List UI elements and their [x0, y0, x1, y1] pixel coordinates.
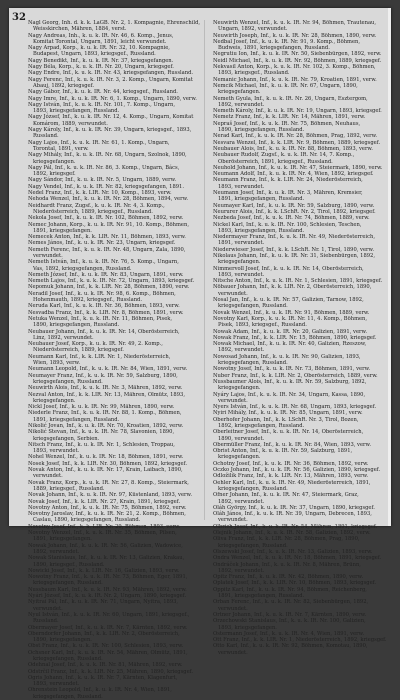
- entry-continuation: kriegsgefangen.: [218, 259, 261, 266]
- entry-line: Orzechowski Stanislaus, Inf., k. u. k. IR. Nr. 100, Galizien,: [213, 618, 366, 625]
- list-entry: [208, 39, 388, 52]
- entry-continuation: 1892, kriegsgefangen, Russland.: [218, 423, 305, 429]
- entry-line: Neubauer Josef, Korp., k. u. k. IR. Nr. 49, 2. Komp.,: [28, 341, 163, 348]
- entry-continuation: 1891, verwundet.: [218, 240, 265, 247]
- entry-line: Novak Wenzel, Inf., k. u. k. IR. Nr. 91, Böhmen, 1889, verw.: [213, 309, 370, 316]
- list-entry: [23, 675, 203, 688]
- entry-line: Obermayer Josef, Inf., k. u. k. IR. Nr. 7, Kärnten, 1892, verw.: [28, 624, 188, 631]
- entry-line: Nagy Mihály, Inf., k. u. k. IR. Nr. 68, Ungarn, Szolnok, 1890,: [28, 152, 187, 159]
- entry-line: Nagy Lajos, Inf., k. u. k. IR. Nr. 61, 1. Komp., Ungarn,: [28, 139, 170, 146]
- list-entry: [23, 354, 203, 367]
- list-entry: [208, 64, 388, 77]
- list-entry: [23, 574, 203, 587]
- entry-line: Novotny Karl, Korp., k. u. k. IR. Nr. 11, 4. Komp., Böhmen,: [213, 315, 368, 322]
- list-entry: [23, 247, 203, 260]
- entry-continuation: 1893, verwundet.: [33, 681, 80, 688]
- entry-line: Ochotny Josef, Inf., k. u. k. IR. Nr. 36, Böhmen, 1892, verw.: [213, 460, 369, 467]
- entry-line: Nowak Stanislaus, Inf., k. u. k. IR. Nr. 13, Galizien, Krakau,: [28, 555, 185, 562]
- list-entry: [208, 266, 388, 279]
- entry-line: Ostermann Josef, Inf., k. u. k. IR. Nr. 4, Wien, 1891, verw.: [213, 630, 365, 637]
- list-entry: [23, 341, 203, 354]
- entry-line: Nyitrai Pál, Inf., k. u. k. IR. Nr. 71, Ungarn, Nyitra, 1893,: [28, 599, 179, 606]
- entry-line: Oberleitner Josef, Inf., k. u. k. IR. Nr. 14, Oberösterreich,: [213, 429, 364, 436]
- entry-line: Neuwirth Joseph, Inf., k. u. k. IR. Nr. 28, Böhmen, 1890, verw.: [213, 32, 377, 39]
- entry-continuation: verwundet.: [33, 473, 63, 480]
- entry-continuation: 1892, verwundet.: [218, 498, 265, 505]
- entry-line: Oberhofer Johann, Inf., k. k. LSchR. Nr. 3, Tirol, Bozen,: [213, 416, 359, 423]
- entry-line: Nedel Franz, Inf., k. k. LIR. Nr. 10, Komp., 1893, verw.: [28, 190, 172, 197]
- entry-continuation: 1893, kriegsgefangen, Russland.: [33, 108, 120, 115]
- entry-line: Oppitz Karl, Inf., k. u. k. IR. Nr. 94, Böhmen, Reichenberg,: [213, 586, 367, 593]
- entry-line: Novotny Jaroslav, Inf., k. u. k. IR. Nr. 21, 2. Komp., Böhmen,: [28, 511, 186, 518]
- document-page: [9, 8, 391, 700]
- entry-continuation: 1893, verwundet.: [218, 271, 265, 278]
- list-entry: [23, 329, 203, 342]
- entry-line: Niedermayer Franz, Inf., k. u. k. IR. Nr. 49, Niederösterreich,: [213, 234, 375, 241]
- list-entry: [23, 480, 203, 493]
- list-entry: [208, 20, 388, 33]
- entry-line: Neumann Josef, Inf., k. u. k. IR. Nr. 3, Mähren, Kremsier,: [213, 190, 363, 197]
- entry-line: Obst Franz, Inf., k. u. k. IR. Nr. 100, Schlesien, 1893, verw.: [28, 643, 184, 650]
- entry-line: Obrist Anton, Inf., k. u. k. IR. Nr. 59, Salzburg, 1891,: [213, 448, 353, 455]
- entry-line: Nagy Ferenc, Inf., k. u. k. IR. Nr. 3, 2. Komp., Ungarn, Komitat: [28, 76, 193, 83]
- list-entry: [23, 316, 203, 329]
- entry-line: Neumann Karl, Inf., k. k. LIR. Nr. 1, Niederösterreich,: [28, 353, 171, 360]
- entry-continuation: Komárom, 1889, verwundet.: [33, 120, 108, 127]
- entry-line: Neuhold Johann, Inf., k. u. k. IR. Nr. 47, Steiermark, 1890, verw.: [213, 164, 383, 171]
- entry-line: Nimmervoll Josef, Inf., k. u. k. IR. Nr. 14, Oberösterreich,: [213, 265, 364, 272]
- entry-line: Nepraš Josef, Inf., k. u. k. IR. Nr. 75, Böhmen, Neuhaus,: [213, 120, 361, 127]
- list-entry: [208, 587, 388, 600]
- entry-continuation: Weisskirchen, Mähren, 1884, verst.: [33, 26, 127, 33]
- entry-line: Nemes János, Inf., k. u. k. IR. Nr. 23, Ungarn, kriegsgef.: [28, 240, 176, 247]
- entry-line: Oplatek Josef, Inf., k. k. LIR. Nr. 10, Böhmen, 1893, kriegsgef.: [213, 580, 377, 587]
- list-entry: [208, 341, 388, 354]
- entry-line: Novak Josef, Inf., k. k. LIR. Nr. 27, Krain, 1891, kriegsgef.: [28, 498, 181, 505]
- list-entry: [208, 177, 388, 190]
- entry-line: Neidhardt Franz, Zugsf., k. u. k. IR. Nr. 4, 3. Komp.,: [28, 202, 165, 209]
- list-entry: [208, 354, 388, 367]
- list-entry: [23, 429, 203, 442]
- list-entry: [23, 127, 203, 140]
- entry-continuation: kriegsgefangen, Russland.: [218, 360, 288, 367]
- column-divider: [204, 20, 205, 520]
- entry-line: Nowak Franz, Inf., k. k. LIR. Nr. 15, Böhmen, 1890, kriegsgef.: [213, 334, 377, 341]
- entry-continuation: verwundet.: [33, 605, 63, 612]
- entry-line: Nagy Béla, Korp., k. u. k. IR. Nr. 20, Ungarn, kriegsgef.: [28, 64, 174, 71]
- list-entry: [208, 222, 388, 235]
- entry-continuation: 1892, verwundet.: [33, 548, 80, 555]
- entry-line: Oehler Karl, Inf., k. u. k. IR. Nr. 49, Niederösterreich, 1891,: [213, 479, 371, 486]
- entry-line: Oczko Johann, Inf., k. u. k. IR. Nr. 56, Galizien, 1890, kriegsgef.: [213, 467, 381, 474]
- entry-line: Nemetz Franz, Inf., k. k. LIR. Nr. 14, Mähren, 1891, verw.: [213, 114, 366, 121]
- entry-line: Novak Franz, Korp., k. u. k. IR. Nr. 27, 8. Komp., Steiermark,: [28, 479, 189, 486]
- entry-continuation: Oberösterreich, 1891, kriegsgef., Russland.: [218, 158, 333, 165]
- list-entry: [23, 599, 203, 612]
- entry-line: Nyiri Mihály, Inf., k. u. k. IR. Nr. 85, Ungarn, 1891, verw.: [213, 410, 363, 417]
- entry-line: Nerad Karl, Inf., k. u. k. IR. Nr. 28, Böhmen, Prag, 1892, verw.: [213, 133, 378, 140]
- entry-continuation: verwundet.: [218, 397, 248, 404]
- entry-line: Nekvasil Anton, Korp., k. u. k. IR. Nr. 102, 3. Komp., Böhmen,: [213, 64, 376, 71]
- entry-line: Nitsche Anton, Inf., k. u. k. IR. Nr. 1, Schlesien, 1891, kriegsgef.: [213, 278, 383, 285]
- entry-line: Nyers István, Inf., k. u. k. IR. Nr. 68, Ungarn, 1893, kriegsgef.: [213, 404, 377, 411]
- entry-line: Nagy Endre, Inf., k. u. k. IR. Nr. 43, kriegsgefangen, Russland.: [28, 70, 194, 77]
- entry-line: Nesvara Wenzel, Inf., k. k. LIR. Nr. 9, Böhmen, 1889, kriegsgef.: [213, 139, 381, 146]
- left-column: [23, 20, 203, 700]
- entry-line: Nagy Károly, Inf., k. u. k. IR. Nr. 39, Ungarn, kriegsgef., 1893,: [28, 127, 192, 134]
- entry-line: Neumayer Franz, Inf., k. u. k. IR. Nr. 59, Salzburg, 1890,: [28, 372, 178, 379]
- entry-line: Nagy Benedikt, Inf., k. u. k. IR. Nr. 37, kriegsgefangen.: [28, 57, 174, 64]
- entry-line: Nowotny Franz, Inf., k. u. k. IR. Nr. 73, Böhmen, Eger, 1891,: [28, 574, 188, 581]
- entry-continuation: kriegsgefangen.: [218, 89, 261, 96]
- entry-line: Nagy Imre, Inf., k. u. k. IR. Nr. 6, 1. Komp., Ungarn, 1890, verw.: [28, 95, 197, 102]
- entry-line: Nickl Josef, Inf., k. u. k. IR. Nr. 99, Mähren, 1890, verw.: [28, 404, 175, 411]
- entry-line: Orban Ferenc, Inf., k. u. k. IR. Nr. 82, Siebenbürgen, 1892,: [213, 599, 369, 606]
- entry-continuation: kriegsgefangen, Russland.: [218, 303, 288, 310]
- entry-line: Nemeth Gyula, Inf., k. u. k. IR. Nr. 26, Ungarn, Esztergom,: [213, 95, 368, 102]
- list-entry: [23, 612, 203, 625]
- entry-line: Nagy Arpad, Korp., k. u. k. IR. Nr. 32, 10. Kompagnie,: [28, 45, 170, 52]
- entry-line: Olszewski Josef, Inf., k. u. k. IR. Nr. 13, Galizien, 1893, verw.: [213, 548, 373, 555]
- entry-line: Oláh János, Inf., k. u. k. IR. Nr. 39, Ungarn, Debrecen, 1893,: [213, 511, 372, 518]
- entry-line: Neubauer Johann, Inf., k. u. k. IR. Nr. 14, Oberösterreich,: [28, 328, 180, 335]
- entry-line: Odehnal Josef, Inf., k. u. k. IR. Nr. 81, Mähren, 1892, verw.: [28, 662, 183, 669]
- entry-continuation: Vas, 1892, kriegsgefangen, Russland.: [33, 265, 132, 272]
- entry-line: Nohel Wenzel, Inf., k. u. k. IR. Nr. 18, Böhmen, 1891, verw.: [28, 454, 184, 461]
- entry-line: Neuwirth Wenzel, Inf., k. u. k. IR. Nr. 94, Böhmen, Trautenau,: [213, 20, 377, 26]
- list-entry: [208, 417, 388, 430]
- entry-continuation: verwundet.: [218, 605, 248, 612]
- entry-line: Odstrčil Franz, Inf., k. k. LIR. Nr. 25, Mähren, 1890, kriegsgef.: [28, 668, 194, 675]
- entry-continuation: 1891, kriegsgefangen, Russland.: [33, 416, 120, 423]
- entry-continuation: 1891, kriegsgefangen.: [33, 227, 92, 234]
- entry-line: Novotny Anton, Inf., k. u. k. IR. Nr. 75, Böhmen, 1892, verw.: [28, 504, 187, 511]
- entry-line: Nagy Vendel, Inf., k. u. k. IR. Nr. 82, kriegsgefangen, 1891.: [28, 183, 185, 190]
- entry-continuation: 1892, verwundet.: [218, 567, 265, 574]
- list-entry: [208, 618, 388, 631]
- entry-line: Oláh György, Inf., k. u. k. IR. Nr. 37, Ungarn, 1890, kriegsgef.: [213, 504, 375, 511]
- entry-line: Niederle Franz, Inf., k. u. k. IR. Nr. 88, 1. Komp., Böhmen,: [28, 410, 182, 417]
- list-entry: [23, 203, 203, 216]
- entry-line: Ott Franz, Inf., k. k. LIR. Nr. 1, Niederösterreich, 1892, kriegsgef.: [213, 637, 387, 644]
- list-entry: [208, 429, 388, 442]
- entry-line: Nickel Karl, Inf., k. u. k. IR. Nr. 100, Schlesien, Teschen,: [213, 221, 362, 228]
- entry-continuation: Ungarn, 1892, verwundet.: [218, 26, 288, 33]
- list-entry: [23, 392, 203, 405]
- list-entry: [23, 291, 203, 304]
- list-entry: [208, 643, 388, 656]
- list-entry: [23, 687, 203, 700]
- entry-line: Nowak Johann, Inf., k. u. k. IR. Nr. 56, Galizien, Wadowice,: [28, 542, 183, 549]
- entry-continuation: kriegsgefangen, Russland.: [33, 655, 103, 662]
- entry-continuation: Hohenmauth, 1892, kriegsgef., Russland.: [33, 297, 143, 304]
- entry-line: Neubauer Alois, Inf., k. u. k. IR. Nr. 88, Böhmen, 1893, verw.: [213, 145, 373, 152]
- entry-line: Nagy Sándor, Inf., k. u. k. IR. Nr. 5, Ungarn, 1889, verw.: [28, 177, 177, 184]
- entry-continuation: 1890, kriegsgefangen.: [33, 637, 92, 644]
- entry-continuation: Torontal, 1891, verw.: [33, 145, 89, 152]
- entry-line: Nosal Jan, Inf., k. u. k. IR. Nr. 57, Galizien, Tarnow, 1892,: [213, 297, 364, 304]
- entry-line: Nezval Anton, Inf., k. k. LIR. Nr. 13, Mähren, Olmütz, 1893,: [28, 391, 185, 398]
- entry-line: Nyáry Lajos, Inf., k. u. k. IR. Nr. 34, Ungarn, Kassa, 1890,: [213, 391, 366, 398]
- list-entry: [208, 152, 388, 165]
- entry-line: Neubauer Rudolf, Zugsf., k. u. k. IR. Nr. 14, 7. Komp.,: [213, 152, 355, 159]
- list-entry: [23, 650, 203, 663]
- entry-line: Nagl Georg, Inh. d. k. k. LaGB. Nr. 2, 1. Kompagnie, Ehrenschild,: [28, 20, 201, 26]
- entry-line: Nowotny Josef, Inf., k. u. k. IR. Nr. 73, Böhmen, 1891, verw.: [213, 366, 371, 373]
- list-entry: [208, 599, 388, 612]
- entry-line: Ondráček Johann, Inf., k. u. k. IR. Nr. 8, Mähren, Brünn,: [213, 561, 361, 568]
- entry-continuation: Pisek, 1893, kriegsgef., Russland.: [218, 322, 307, 329]
- entry-line: Nikolić Jovan, Inf., k. u. k. IR. Nr. 70, Kroatien, 1892, verw.: [28, 423, 184, 429]
- list-entry: [23, 259, 203, 272]
- list-entry: [23, 114, 203, 127]
- entry-line: Nowak Michael, Inf., k. u. k. IR. Nr. 40, Galizien, Rzeszow,: [213, 341, 367, 348]
- list-entry: [23, 33, 203, 46]
- entry-continuation: 1893, kriegsgef., Russland.: [218, 70, 290, 77]
- entry-line: Opitz Franz, Inf., k. u. k. IR. Nr. 42, Böhmen, 1890, verw.: [213, 574, 364, 581]
- entry-line: Nesvadba Franz, Inf., k. k. LIR. Nr. 8, Böhmen, 1891, verw.: [28, 309, 184, 316]
- entry-continuation: 1891, kriegsgefangen, Russland.: [218, 593, 305, 600]
- entry-continuation: verwundet.: [218, 517, 248, 524]
- list-entry: [208, 316, 388, 329]
- entry-line: Novak Anton, Inf., k. u. k. IR. Nr. 17, Krain, Laibach, 1890,: [28, 467, 183, 474]
- list-entry: [208, 562, 388, 575]
- entry-line: Nyári József, Inf., k. u. k. IR. Nr. 2, Ungarn, 1890, kriegsgef.: [28, 593, 187, 600]
- entry-line: Ochsner Karl, Inf., k. u. k. IR. Nr. 54, Mähren, Olmütz, 1891,: [28, 649, 188, 656]
- entry-line: Obermüller Franz, Inf., k. u. k. IR. Nr. 84, Wien, 1893, verw.: [213, 441, 371, 448]
- entry-continuation: 1893, kriegsgefangen.: [218, 624, 277, 631]
- list-entry: [208, 480, 388, 493]
- entry-line: Nowicki Josef, Inf., k. k. LIR. Nr. 16, Galizien, 1893, verw.: [28, 567, 180, 574]
- entry-line: Nemeth Lajos, Inf., k. u. k. IR. Nr. 72, Ungarn, 1893, kriegsgef.: [28, 278, 195, 285]
- list-entry: [208, 190, 388, 203]
- list-entry: [23, 20, 203, 33]
- list-entry: [23, 442, 203, 455]
- entry-line: Niederwieser Josef, Inf., k. k. LSchR. Nr. 1, Tirol, 1890, verw.: [213, 246, 375, 253]
- entry-line: Novotny Josef, Inf., k. k. LIR. Nr. 29, Böhmen, 1893, verw.: [28, 523, 181, 530]
- entry-continuation: 1890, verwundet.: [218, 435, 265, 442]
- entry-line: Neumann Franz, Inf., k. k. LIR. Nr. 24, Niederösterreich,: [213, 177, 363, 184]
- entry-line: Neuwirth Alois, Inf., k. u. k. IR. Nr. 3, Mähren, 1892, verw.: [28, 385, 183, 392]
- list-entry: [208, 83, 388, 96]
- entry-continuation: Abauj, 1892, kriegsgef.: [33, 82, 95, 89]
- entry-line: Nemeth István, Inf., k. u. k. IR. Nr. 76, 5. Komp., Ungarn,: [28, 259, 179, 266]
- entry-line: Nosek Josef, Inf., k. k. LIR. Nr. 30, Böhmen, 1892, kriegsgef.: [28, 460, 187, 467]
- entry-continuation: 1892, verwundet.: [218, 101, 265, 108]
- entry-line: Nemeth Károly, Inf., k. u. k. IR. Nr. 19, Ungarn, 1893, kriegsgef.: [213, 108, 382, 115]
- entry-line: Nussbaum Karl, Inf., k. u. k. IR. Nr. 93, Mähren, 1892, verw.: [28, 586, 187, 593]
- entry-continuation: 1892, kriegsgef.: [33, 171, 76, 178]
- entry-line: Nuber Franz, Inf., k. k. LIR. Nr. 2, Oberösterreich, 1889, verw.: [213, 372, 378, 379]
- entry-continuation: kriegsgefangen, Russland.: [33, 378, 103, 385]
- page-edge: [388, 8, 391, 526]
- entry-continuation: Niederösterreich, 1889, kriegsgef.: [33, 347, 124, 354]
- entry-line: Neumann Adolf, Inf., k. u. k. IR. Nr. 4, Wien, 1892, kriegsgef.: [213, 171, 374, 178]
- entry-continuation: Russland.: [33, 618, 59, 625]
- list-entry: [23, 373, 203, 386]
- list-entry: [23, 140, 203, 153]
- list-entry: [23, 152, 203, 165]
- entry-continuation: 1892, verwundet.: [218, 347, 265, 354]
- list-entry: [23, 555, 203, 568]
- entry-line: Nowak Adam, Inf., k. u. k. IR. Nr. 20, Galizien, 1891, verw.: [213, 328, 367, 335]
- entry-line: Neruda Karl, Inf., k. u. k. IR. Nr. 36, Böhmen, 1893, verw.: [28, 303, 180, 310]
- entry-line: Olejnik Johann, Inf., k. u. k. IR. Nr. 58, Galizien, 1892, verw.: [213, 530, 371, 537]
- entry-line: Nemecek Anton, Inf., k. k. LIR. Nr. 11, Böhmen, 1893, verw.: [28, 234, 186, 241]
- list-entry: [208, 297, 388, 310]
- entry-line: Nagy Andreas, Inh., k. u. k. IR. Nr. 46, 6. Komp., Jenus,: [28, 32, 174, 39]
- entry-line: Neidl Michael, Inf., k. u. k. IR. Nr. 92, Böhmen, 1889, kriegsgef.: [213, 57, 382, 64]
- entry-line: Nowosad Johann, Inf., k. u. k. IR. Nr. 90, Galizien, 1893,: [213, 353, 361, 360]
- entry-continuation: Budweis, 1891, kriegsgefangen, Russland.: [218, 45, 330, 52]
- entry-continuation: Budapest, Ungarn, 1893, kriegsgef., Russland.: [33, 51, 156, 58]
- list-entry: [23, 165, 203, 178]
- entry-continuation: kriegsgefangen, Russland.: [218, 542, 288, 549]
- entry-line: Neururer Alois, Inf., k. k. LSchR. Nr. 2, Tirol, 1892, kriegsgef.: [213, 208, 376, 215]
- entry-line: Nemanic Johann, Inf., k. u. k. IR. Nr. 79, Kroatien, 1891, verw.: [213, 76, 377, 83]
- list-entry: [23, 77, 203, 90]
- entry-continuation: verwundet.: [218, 649, 248, 656]
- entry-continuation: kriegsgefangen, Russland.: [33, 580, 103, 587]
- entry-line: Nikolaus Johann, Inf., k. u. k. IR. Nr. 31, Siebenbürgen, 1892,: [213, 252, 376, 259]
- entry-line: Nemeth József, Inf., k. u. k. IR. Nr. 83, Ungarn, 1891, verw.: [28, 271, 184, 278]
- entry-line: Nepomuk Johann, Inf., k. k. LIR. Nr. 28, Böhmen, 1890, verw.: [28, 284, 190, 291]
- list-entry: [23, 631, 203, 644]
- right-column: [208, 20, 388, 656]
- entry-continuation: 1893, verwundet.: [33, 448, 80, 455]
- entry-continuation: kriegsgefangen, Russland.: [218, 485, 288, 492]
- page-number: 32: [12, 12, 26, 23]
- entry-continuation: 1891, kriegsgefangen.: [33, 536, 92, 543]
- list-entry: [208, 536, 388, 549]
- entry-continuation: verwundet.: [218, 290, 248, 297]
- entry-line: Nyul István, Inf., k. u. k. IR. Nr. 60, Ungarn, 1891, kriegsgef.,: [28, 611, 190, 618]
- entry-continuation: verwundet.: [33, 252, 63, 259]
- list-entry: [23, 102, 203, 115]
- entry-line: Netuka Wenzel, Inf., k. u. k. IR. Nr. 11, Böhmen, Pisek,: [28, 315, 173, 322]
- entry-line: Negrutiu Ion, Inf., k. u. k. IR. Nr. 50, Siebenbürgen, 1892, verw.: [213, 51, 382, 58]
- entry-continuation: kriegsgefangen, Serbien.: [33, 435, 100, 442]
- entry-continuation: 1893, kriegsgefangen, Russland.: [218, 227, 305, 234]
- list-entry: [208, 284, 388, 297]
- entry-continuation: Niederösterreich, 1889, kriegsgef., Russland.: [33, 208, 153, 215]
- list-entry: [208, 121, 388, 134]
- list-entry: [23, 530, 203, 543]
- list-entry: [208, 392, 388, 405]
- list-entry: [208, 492, 388, 505]
- entry-line: Neumayer Karl, Inf., k. u. k. IR. Nr. 59, Salzburg, 1890, verw.: [213, 202, 375, 209]
- entry-line: Oberndorfer Johann, Inf., k. k. LIR. Nr. 2, Oberösterreich,: [28, 630, 180, 637]
- entry-line: Nehoda Wenzel, Inf., k. u. k. IR. Nr. 28, Böhmen, 1894, verw.: [28, 196, 189, 203]
- list-entry: [23, 410, 203, 423]
- entry-line: Nitsch Franz, Inf., k. u. k. IR. Nr. 1, Schlesien, Troppau,: [28, 441, 175, 448]
- entry-continuation: 1890, kriegsgefangen, Russland.: [33, 322, 120, 329]
- entry-line: Nöbauer Johann, Inf., k. k. LIR. Nr. 2, Oberösterreich, 1890,: [213, 284, 372, 291]
- entry-continuation: 1893, verwundet.: [218, 183, 265, 190]
- entry-continuation: Linz, 1892, verwundet.: [33, 334, 94, 341]
- entry-continuation: kriegsgefangen.: [218, 454, 261, 461]
- entry-line: Nemcik Michael, Inf., k. u. k. IR. Nr. 67, Ungarn, 1890,: [213, 82, 358, 89]
- entry-continuation: 1890, kriegsgefangen, Russland.: [218, 127, 305, 134]
- list-entry: [23, 222, 203, 235]
- entry-line: Novotny Wenzel, Inf., k. u. k. IR. Nr. 35, Böhmen, Pilsen,: [28, 530, 177, 537]
- entry-continuation: kriegsgefangen.: [33, 158, 76, 165]
- entry-line: Odložilík Franz, Inf., k. k. LIR. Nr. 13, Mähren, 1893, verw.: [213, 473, 369, 480]
- entry-line: Nagy Gábor, Inf., k. u. k. IR. Nr. 44, kriegsgef., Russland.: [28, 89, 178, 96]
- entry-line: Ogris Johann, Inf., k. u. k. IR. Nr. 7, Kärnten, Klagenfurt,: [28, 674, 178, 681]
- entry-line: Nagy József, Inf., k. u. k. IR. Nr. 12, 4. Komp., Ungarn, Komitat: [28, 114, 194, 121]
- entry-line: Ohrenstein Leopold, Inf., k. u. k. IR. Nr. 4, Wien, 1891,: [28, 687, 172, 694]
- list-entry: [23, 467, 203, 480]
- list-entry: [208, 234, 388, 247]
- entry-line: Nagy Pál, Inf., k. u. k. IR. Nr. 86, 3. Komp., Ungarn, Bács,: [28, 164, 180, 171]
- entry-line: Ondra Wenzel, Inf., k. u. k. IR. Nr. 18, Böhmen, 1891, kriegsgef.: [213, 555, 382, 562]
- list-entry: [23, 543, 203, 556]
- list-entry: [208, 511, 388, 524]
- entry-line: Nemec Johann, Korp., k. u. k. IR. Nr. 91, 10. Komp., Böhmen,: [28, 221, 189, 228]
- entry-line: Nemeth Ferenc, Inf., k. u. k. IR. Nr. 48, Ungarn, Zala, 1890,: [28, 246, 186, 253]
- list-entry: [208, 96, 388, 109]
- entry-continuation: 1890, kriegsgef., Russland.: [33, 561, 105, 568]
- list-entry: [23, 511, 203, 524]
- entry-line: Nussbaumer Alois, Inf., k. u. k. IR. Nr. 59, Salzburg, 1892,: [213, 378, 367, 385]
- entry-line: Ortner Johann, Inf., k. u. k. IR. Nr. 7, Kärnten, 1890, verw.: [213, 611, 367, 618]
- entry-line: Nedbal Josef, Inf., k. u. k. IR. Nr. 91, 9. Komp., Böhmen,: [213, 38, 361, 45]
- list-entry: [208, 253, 388, 266]
- entry-line: Nekola Josef, Inf., k. u. k. IR. Nr. 102, Böhmen, 1892, verw.: [28, 215, 184, 222]
- list-entry: [208, 379, 388, 392]
- entry-line: Ofner Johann, Inf., k. u. k. IR. Nr. 47, Steiermark, Graz,: [213, 492, 359, 499]
- list-entry: [208, 448, 388, 461]
- entry-line: Nezbeda Josef, Inf., k. u. k. IR. Nr. 74, Böhmen, 1889, verw.: [213, 215, 370, 222]
- entry-continuation: kriegsgefangen.: [218, 385, 261, 392]
- entry-line: Nagy István, Inf., k. u. k. IR. Nr. 101, 7. Komp., Ungarn,: [28, 101, 176, 108]
- entry-line: Nikolić Stevan, Inf., k. u. k. IR. Nr. 78, Slavonien, 1890,: [28, 429, 175, 436]
- entry-continuation: 1889, kriegsgef., Russland.: [33, 485, 105, 492]
- entry-line: Neumann Leopold, Inf., k. u. k. IR. Nr. 84, Wien, 1891, verw.: [28, 366, 188, 373]
- entry-continuation: kriegsgefangen, Russland.: [33, 693, 103, 700]
- entry-continuation: kriegsgefangen.: [33, 397, 76, 404]
- entry-continuation: 1891, kriegsgefangen, Russland.: [218, 196, 305, 203]
- entry-line: Oliva Franz, Inf., k. k. LIR. Nr. 28, Böhmen, Prag, 1890,: [213, 536, 360, 543]
- entry-continuation: Wien, 1893, verw.: [33, 360, 81, 367]
- entry-continuation: Komitat Torontal, Ungarn, 1891, leicht verwundet.: [33, 38, 167, 45]
- list-entry: [23, 45, 203, 58]
- entry-continuation: Caslau, 1890, kriegsgefangen, Russland.: [33, 517, 141, 524]
- entry-line: Otto Karl, Inf., k. u. k. IR. Nr. 92, Böhmen, Komotau, 1890,: [213, 643, 368, 650]
- entry-line: Neradil Josef, Inf., k. u. k. IR. Nr. 98, 6. Komp., Böhmen,: [28, 290, 176, 297]
- entry-line: Olbrich Josef, Inf., k. u. k. IR. Nr. 54, Mähren, 1891, kriegsgef.: [213, 523, 378, 530]
- entry-line: Novak Johann, Inf., k. u. k. IR. Nr. 97, Küstenland, 1893, verw.: [28, 492, 193, 499]
- entry-continuation: Russland.: [33, 133, 59, 140]
